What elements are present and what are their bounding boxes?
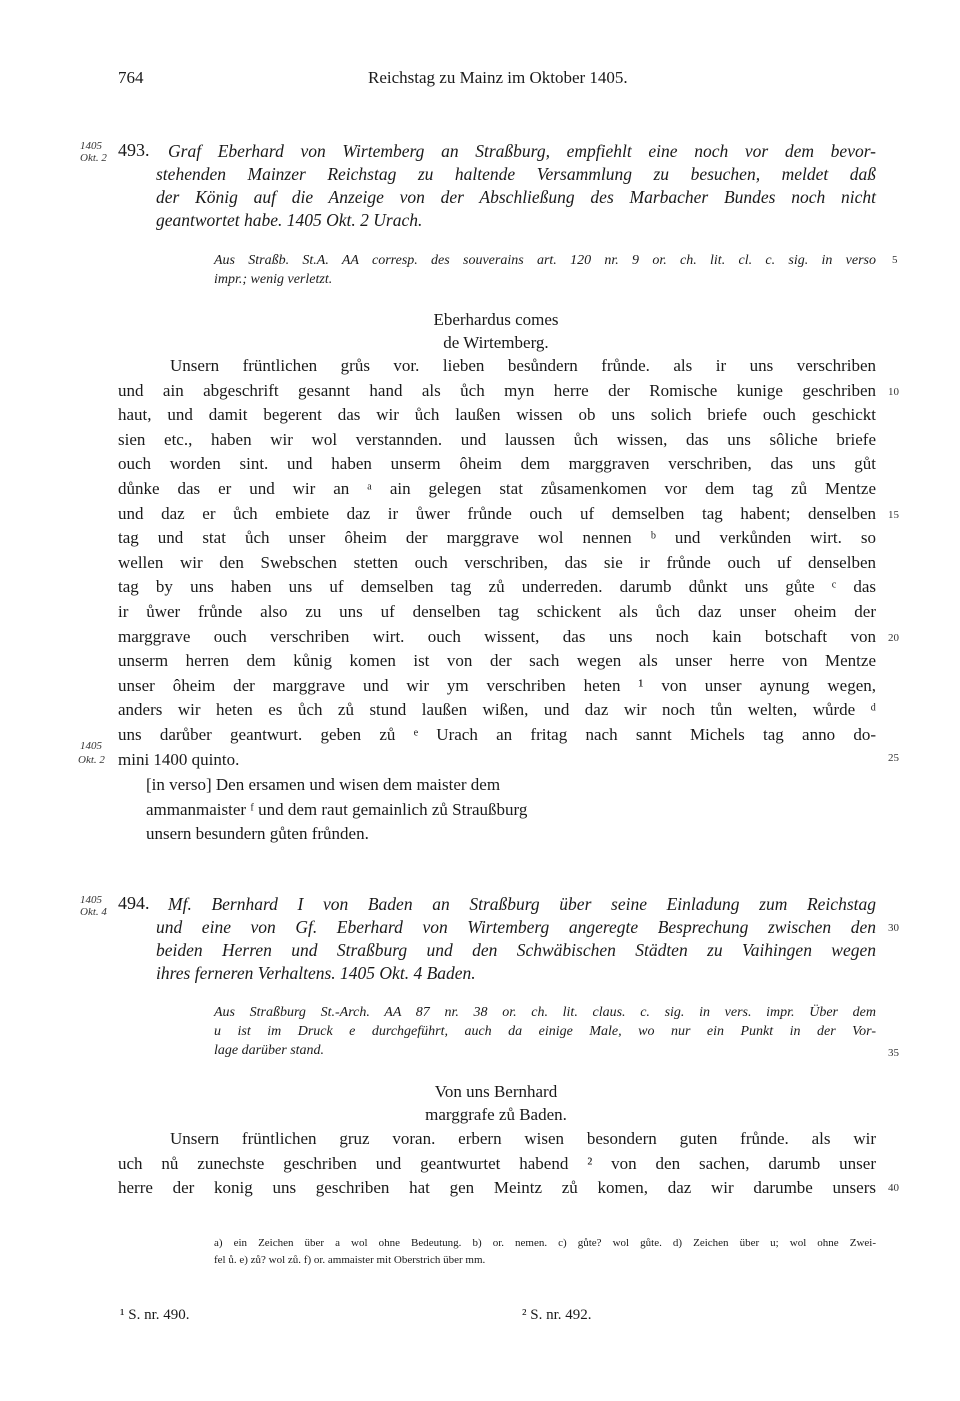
variant-footnote-line: a) ein Zeichen über a wol ohne Bedeutung. b) or. nemen. c) gůte? wol gůte. d) Zeichen über u; wol ohne Zwei- [214, 1237, 876, 1249]
body-line: marggrave ouch verschriben wirt. ouch wissent, das uns noch kain botschaft von [118, 626, 876, 646]
source-line: impr.; wenig verletzt. [214, 272, 333, 287]
source-line: Aus Straßburg St.-Arch. AA 87 nr. 38 or. ch. lit. claus. c. sig. in vers. impr. Über dem [214, 1005, 876, 1020]
regest-493 [118, 140, 876, 232]
body-line: haut, und damit begerent das wir ůch laußen wissen ob uns solich briefe ouch geschickt [118, 405, 876, 425]
variant-footnote-line: fel ů. e) zů? wol zů. f) or. ammaister mit Oberstrich über mm. [214, 1254, 486, 1266]
line-number: 5 [892, 254, 898, 266]
body-line: Unsern früntlichen grůs vor. lieben besůndern frůnde. als ir uns verschriben [170, 356, 876, 375]
line-number: 10 [888, 386, 899, 398]
page-footnote: ¹ S. nr. 490. [120, 1307, 190, 1323]
margin-date-493-year: 1405 [80, 140, 102, 152]
body-line: und ain abgeschrift gesannt hand als ůch myn herre der Romische kunige geschriben [118, 380, 876, 400]
line-number: 20 [888, 632, 899, 644]
page-number: 764 [118, 68, 144, 87]
regest-line: ihres ferneren Verhaltens. 1405 Okt. 4 Baden. [156, 963, 476, 983]
address-493 [146, 773, 527, 847]
document-number-493: 493. [118, 140, 150, 160]
line-number: 40 [888, 1182, 899, 1194]
body-line: důnke das er und wir an ᵃ ain gelegen stat zůsamenkomen vor dem tag zů Mentze [118, 478, 876, 498]
regest-line: Mf. Bernhard I von Baden an Straßburg über seine Einladung zum Reichstag [168, 894, 876, 914]
line-number: 25 [888, 752, 899, 764]
address-line: [in verso] Den ersamen und wisen dem maister dem [146, 775, 501, 794]
regest-494 [118, 893, 876, 985]
body-line: mini 1400 quinto. [118, 749, 240, 769]
body-line: Unsern früntlichen gruz voran. erbern wisen besondern guten frůnde. als wir [170, 1129, 876, 1148]
margin-date-494-year: 1405 [80, 894, 102, 906]
margin-date-493-end-year: 1405 [80, 740, 102, 752]
margin-date-493-day: Okt. 2 [80, 152, 107, 164]
sender-493 [346, 308, 646, 354]
document-number-494: 494. [118, 893, 150, 913]
letter-body-493 [118, 354, 876, 772]
line-number: 35 [888, 1047, 899, 1059]
line-number: 30 [888, 922, 899, 934]
body-line: herre der konig uns geschriben hat gen Meintz zů komen, daz wir darumbe unsers [118, 1178, 876, 1198]
regest-line: der König auf die Anzeige von der Abschließung des Marbacher Bundes noch nicht [156, 187, 876, 207]
regest-line: und eine von Gf. Eberhard von Wirtemberg angeregte Besprechung zwischen den [156, 917, 876, 937]
sender-line: marggrafe zů Baden. [425, 1105, 567, 1124]
source-line: Aus Straßb. St.A. AA corresp. des souverains art. 120 nr. 9 or. ch. lit. cl. c. sig. in verso [214, 253, 876, 268]
regest-line: stehenden Mainzer Reichstag zu haltende Versammlung zu besuchen, meldet daß [156, 164, 876, 184]
letter-body-494 [118, 1127, 876, 1201]
source-note-494 [214, 1003, 876, 1060]
regest-line: beiden Herren und Straßburg und den Schwäbischen Städten zu Vaihingen wegen [156, 940, 876, 960]
body-line: unser ôheim der marggrave und wir ym verschriben heten ¹ von unser aynung wegen, [118, 675, 876, 695]
variant-footnotes [214, 1235, 876, 1269]
body-line: sien etc., haben wir wol verstannden. und laussen ůch wissen, das uns sôliche briefe [118, 429, 876, 449]
body-line: unserm herren dem kůnig komen ist von der sach wegen als unser herre von Mentze [118, 651, 876, 671]
regest-line: geantwortet habe. 1405 Okt. 2 Urach. [156, 210, 423, 230]
address-line: ammanmaister ᶠ und dem raut gemainlich zů Straußburg [146, 799, 528, 819]
source-line: lage darüber stand. [214, 1043, 325, 1058]
address-line: unsern besundern gůten frůnden. [146, 824, 369, 844]
margin-date-493-end-day: Okt. 2 [78, 754, 105, 766]
body-line: anders wir heten es ůch zů stund laußen wißen, und daz wir noch tůn welten, wůrde ᵈ [118, 700, 876, 720]
body-line: ir ůwer frůnde also zu uns uf denselben tag schickent als ůch daz unser oheim der [118, 601, 876, 621]
sender-line: Von uns Bernhard [434, 1082, 558, 1101]
running-title: Reichstag zu Mainz im Oktober 1405. [368, 68, 628, 87]
sender-line: Eberhardus comes [433, 310, 559, 329]
sender-494 [346, 1080, 646, 1126]
body-line: tag by uns haben uns uf demselben tag zů underreden. darumb důnkt uns gůte ᶜ das [118, 577, 876, 597]
margin-date-494-day: Okt. 4 [80, 906, 107, 918]
line-number: 15 [888, 509, 899, 521]
body-line: uch nů zunechste geschriben und geantwurtet habend ² von den sachen, darumb unser [118, 1153, 876, 1173]
body-line: uns darůber geantwurt. geben zů ᵉ Urach an fritag nach sannt Michels tag anno do- [118, 724, 876, 744]
body-line: tag und stat ůch unser ôheim der marggrave wol nennen ᵇ und verkůnden wirt. so [118, 528, 876, 548]
page-footnote: ² S. nr. 492. [522, 1307, 592, 1323]
body-line: wellen wir den Swebschen stetten ouch verschriben, das sie ir frůnde ouch uf denselben [118, 552, 876, 572]
source-line: u ist im Druck e durchgeführt, auch da einige Male, wo nur ein Punkt in der Vor- [214, 1024, 876, 1039]
source-note-493 [214, 251, 876, 289]
regest-line: Graf Eberhard von Wirtemberg an Straßburg, empfiehlt eine noch vor dem bevor- [168, 141, 876, 161]
sender-line: de Wirtemberg. [443, 333, 549, 352]
body-line: ouch worden sint. und haben unserm ôheim dem marggraven verschriben, das uns gůt [118, 454, 876, 474]
body-line: und daz er ůch embiete daz ir ůwer frůnde ouch uf demselben tag habent; denselben [118, 503, 876, 523]
